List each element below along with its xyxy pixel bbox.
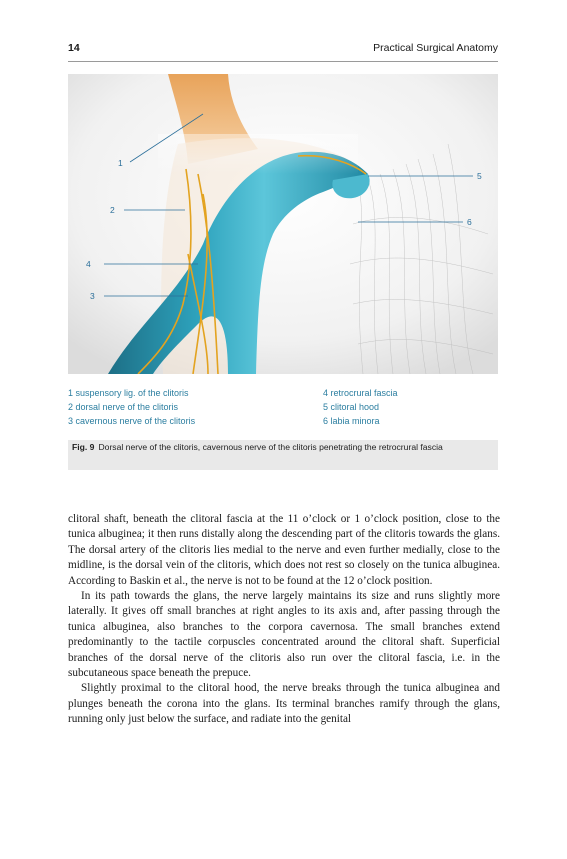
legend-item: 6 labia minora xyxy=(323,416,380,426)
paragraph: clitoral shaft, beneath the clitoral fascia at the 11 o’clock or 1 o’clock position, close to the tunica albuginea; it then runs distally along the descending part of the clitoris towards the glans. The dorsal artery of the clitoris lies medial to the nerve and even further medially, close to the midline, is the dorsal vein of the clitoris, which does not rest so closely on the tunica albuginea. According to Baskin et al., the nerve is not to be found at the 12 o’clock position. xyxy=(68,513,500,587)
caption-text: Dorsal nerve of the clitoris, cavernous nerve of the clitoris penetrating the retrocrural fascia xyxy=(98,442,443,452)
callout-5: 5 xyxy=(477,171,482,181)
figure-caption xyxy=(68,440,498,470)
page-header xyxy=(68,42,498,58)
header-rule xyxy=(68,61,498,62)
callout-6: 6 xyxy=(467,217,472,227)
legend-item: 3 cavernous nerve of the clitoris xyxy=(68,416,196,426)
paragraph: In its path towards the glans, the nerve largely maintains its size and runs slightly more laterally. It gives off small branches at right angles to its axis and, after passing through the tunica albuginea, also branches to the corpora cavernosa. The small branches extend predominantly to the tactile corpuscles concentrated around the clitoral shaft. Superficial branches of the dorsal nerve of the clitoris also run over the clitoral fascia, i.e. in the subcutaneous space beneath the prepuce. xyxy=(68,590,500,680)
callout-1: 1 xyxy=(118,158,123,168)
legend-item: 4 retrocrural fascia xyxy=(323,388,398,398)
callout-2: 2 xyxy=(110,205,115,215)
legend-item: 1 suspensory lig. of the clitoris xyxy=(68,388,189,398)
page-number: 14 xyxy=(68,42,80,54)
anatomy-illustration xyxy=(68,74,498,374)
callout-3: 3 xyxy=(90,291,95,301)
paragraph: Slightly proximal to the clitoral hood, the nerve breaks through the tunica albuginea and plunges beneath the corona into the glans. Its terminal branches ramify through the glans, running only just below the surface, and radiate into the genital xyxy=(68,682,500,726)
running-title: Practical Surgical Anatomy xyxy=(373,42,498,54)
legend-right-column xyxy=(323,386,538,428)
body-text xyxy=(68,512,500,728)
legend-item: 5 clitoral hood xyxy=(323,402,380,412)
caption-label: Fig. 9 xyxy=(72,442,95,452)
legend-item: 2 dorsal nerve of the clitoris xyxy=(68,402,179,412)
legend-left-column xyxy=(68,386,283,428)
callout-4: 4 xyxy=(86,259,91,269)
